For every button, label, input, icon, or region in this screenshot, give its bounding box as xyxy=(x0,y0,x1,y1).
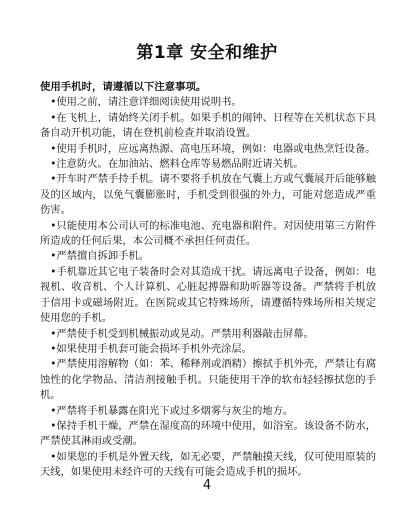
page-content xyxy=(40,80,376,481)
safety-item: •只能使用本公司认可的标准电池、充电器和附件。对因使用第三方附件所造成的任何后果，本公司概不承担任何责任。 xyxy=(40,219,376,248)
intro-heading: 使用手机时，请遵循以下注意事项。 xyxy=(40,81,207,93)
safety-item-list xyxy=(40,95,376,480)
safety-item: •注意防火。在加油站、燃料仓库等易燃品附近请关机。 xyxy=(50,158,304,171)
safety-item: •如果您的手机是外置天线，如无必要，严禁触摸天线，仅可使用原装的天线，如果使用未经许可的天线有可能会造成手机的损坏。 xyxy=(40,450,376,479)
chapter-title: 第1章 安全和维护 xyxy=(136,43,278,63)
safety-item: •开车时严禁手持手机。请不要将手机放在气囊上方或气囊展开后能够触及的区域内，以免气囊膨胀时，手机受到很强的外力，可能对您造成严重伤害。 xyxy=(40,173,376,217)
safety-item: •手机靠近其它电子装备时会对其造成干扰。请远离电子设备，例如：电视机、收音机、个人计算机、心脏起搏器和助听器等设备。严禁将手机放于信用卡或磁场附近。在医院或其它特殊场所，请遵循特殊场所相关规定使用您的手机。 xyxy=(40,265,376,325)
safety-item: •使用手机时，应远离热源、高电压环境，例如：电器或电热烹饪设备。 xyxy=(50,142,376,155)
safety-item: •严禁使用溶解物（如：苯、稀释剂或酒精）擦拭手机外壳，严禁让有腐蚀性的化学物品、清洁剂接触手机。只能使用干净的软布轻轻擦拭您的手机。 xyxy=(40,358,376,402)
safety-item: •如果使用手机套可能会损坏手机外壳涂层。 xyxy=(50,342,253,355)
safety-item: •严禁使手机受到机械振动或晃动。严禁用利器敲击屏幕。 xyxy=(50,327,314,340)
safety-item: •保持手机干燥，严禁在湿度高的环境中使用，如浴室。该设备不防水，严禁使其淋雨或受潮。 xyxy=(40,419,376,448)
safety-item: •严禁将手机暴露在阳光下或过多烟雾与灰尘的地方。 xyxy=(50,404,294,417)
safety-item: •严禁擅自拆卸手机。 xyxy=(50,250,150,263)
safety-item: •使用之前，请注意详细阅读使用说明书。 xyxy=(50,96,242,109)
page-number: 4 xyxy=(202,478,212,493)
safety-item: •在飞机上，请始终关闭手机。如果手机的闹钟、日程等在关机状态下具备自动开机功能，请在登机前检查并取消设置。 xyxy=(40,111,376,140)
